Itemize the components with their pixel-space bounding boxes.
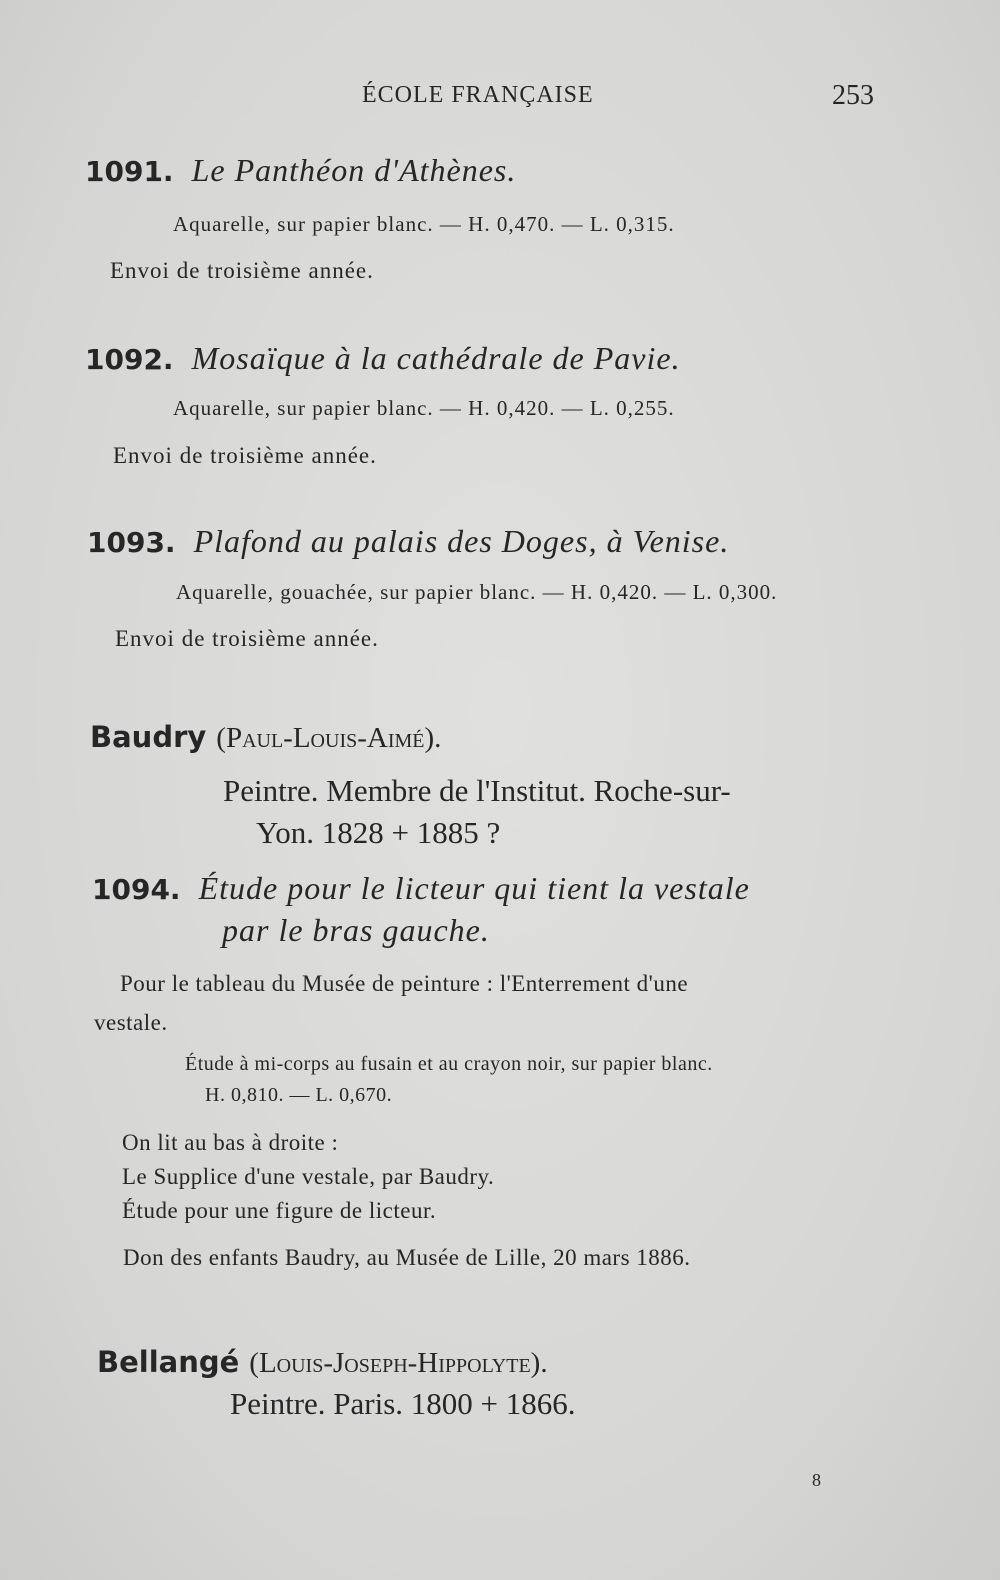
inscription-line: Étude pour une figure de licteur. [122, 1198, 437, 1223]
entry-note: Envoi de troisième année. [110, 258, 374, 283]
entry-title: Le Panthéon d'Athènes. [191, 152, 517, 188]
artist-first-names: (Paul-Louis-Aimé). [216, 722, 442, 754]
artist-bio: Peintre. Membre de l'Institut. Roche-sur- [223, 773, 731, 808]
entry-title: Étude pour le licteur qui tient la vestale [198, 870, 750, 906]
entry-medium: Aquarelle, gouachée, sur papier blanc. — H. 0,420. — L. 0,300. [176, 580, 778, 604]
page-number: 253 [832, 80, 874, 111]
entry-1092-heading [85, 340, 681, 377]
entry-title: Mosaïque à la cathédrale de Pavie. [191, 340, 681, 376]
artist-surname: Bellangé [97, 1345, 240, 1379]
entry-title: Plafond au palais des Doges, à Venise. [193, 523, 730, 559]
artist-first-names: (Louis-Joseph-Hippolyte). [249, 1347, 548, 1379]
entry-number: 1093. [87, 526, 176, 559]
entry-1091-heading [85, 152, 516, 189]
inscription-intro: On lit au bas à droite : [122, 1130, 339, 1155]
inscription-line: Le Supplice d'une vestale, par Baudry. [122, 1164, 495, 1189]
entry-title-continued: par le bras gauche. [222, 912, 490, 948]
entry-number: 1094. [92, 873, 181, 906]
entry-medium: Aquarelle, sur papier blanc. — H. 0,470. — L. 0,315. [173, 212, 675, 236]
entry-number: 1092. [85, 343, 174, 376]
provenance: Don des enfants Baudry, au Musée de Lille, 20 mars 1886. [123, 1245, 691, 1270]
entry-note: Envoi de troisième année. [113, 443, 377, 468]
entry-1093-heading [87, 523, 729, 560]
entry-1094-heading [92, 870, 750, 907]
entry-note: Envoi de troisième année. [115, 626, 379, 651]
entry-medium: Aquarelle, sur papier blanc. — H. 0,420. — L. 0,255. [173, 396, 675, 420]
entry-number: 1091. [85, 155, 174, 188]
artist-bio: Peintre. Paris. 1800 + 1866. [230, 1386, 576, 1421]
running-header: ÉCOLE FRANÇAISE [362, 82, 594, 108]
entry-dimensions: H. 0,810. — L. 0,670. [205, 1084, 393, 1106]
artist-heading-bellange [97, 1345, 548, 1380]
artist-bio-continued: Yon. 1828 + 1885 ? [256, 815, 501, 850]
entry-text: Pour le tableau du Musée de peinture : l'Enterrement d'une [120, 971, 689, 996]
entry-medium: Étude à mi-corps au fusain et au crayon noir, sur papier blanc. [185, 1053, 713, 1075]
entry-text-continued: vestale. [94, 1010, 168, 1035]
artist-surname: Baudry [90, 720, 207, 754]
artist-heading-baudry [90, 720, 441, 755]
signature-mark: 8 [812, 1470, 821, 1490]
